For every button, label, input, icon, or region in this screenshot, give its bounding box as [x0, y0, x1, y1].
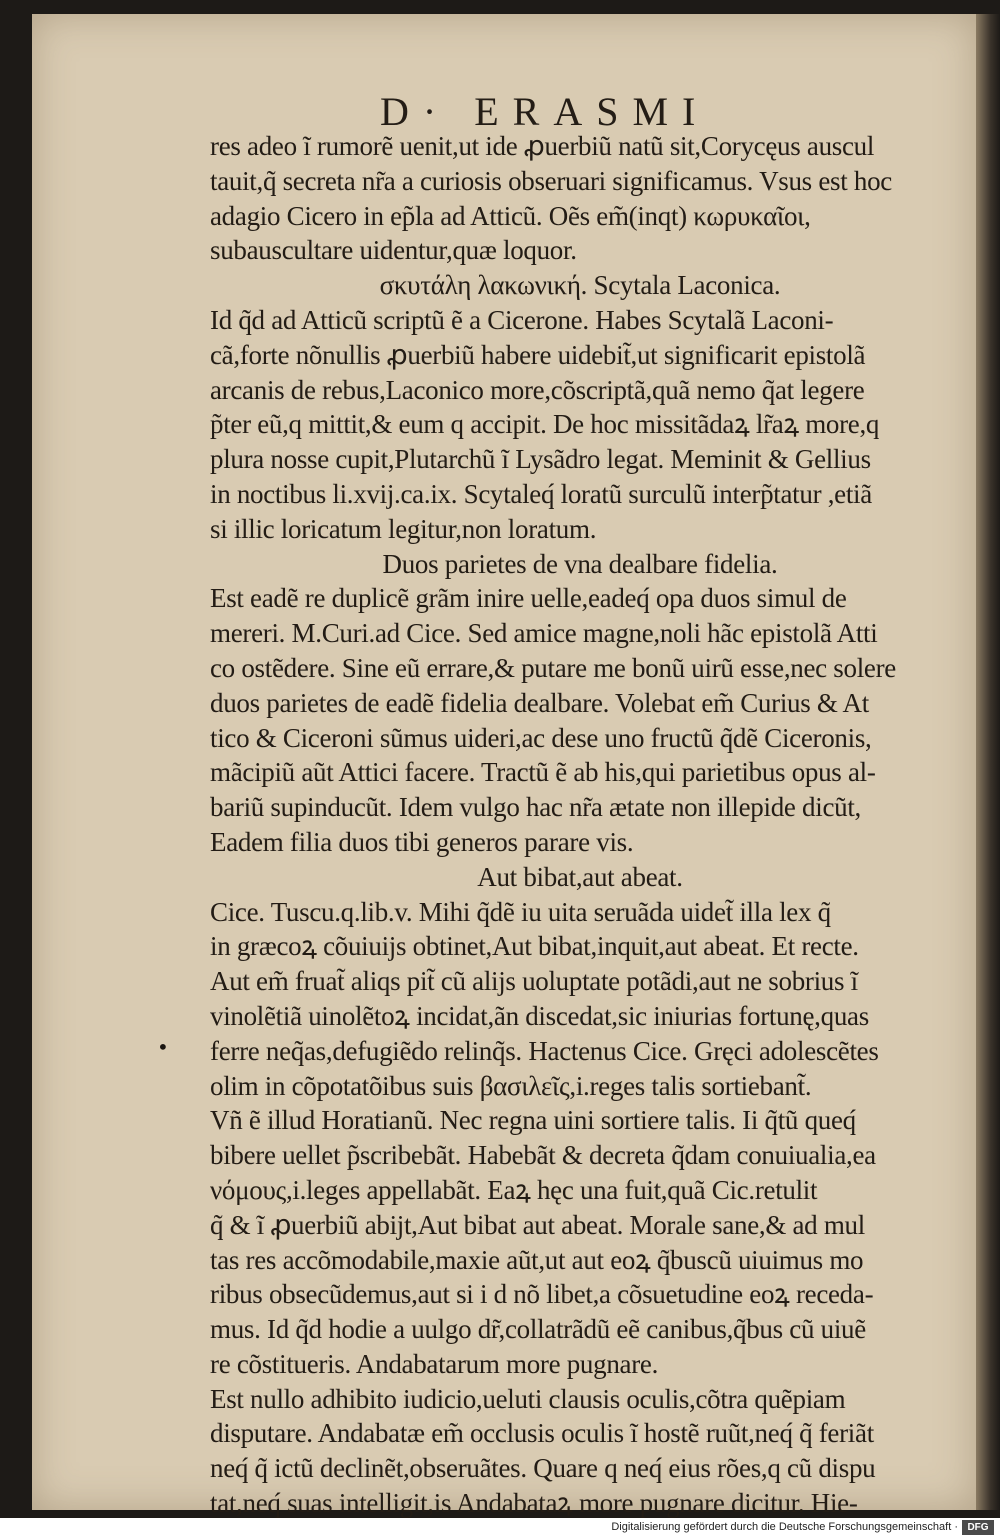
text-line: subauscultare uidentur,quæ loquor.: [210, 235, 577, 266]
text-line: neq́ q̃ ictũ declinẽt,obseruãtes. Quare q neq́ eius rões,q cũ dispu: [210, 1453, 876, 1484]
text-line: mãcipiũ aũt Attici facere. Tractũ ẽ ab his,qui parietibus opus al-: [210, 757, 876, 788]
text-line: vinolẽtiã uinolẽtoꝝ incidat,ãn discedat,sic iniurias fortunę,quas: [210, 1000, 869, 1031]
running-header: D· ERASMI: [380, 89, 710, 134]
text-line: q̃ & ĩ ꝓuerbiũ abijt,Aut bibat aut abeat. Morale sane,& ad mul: [210, 1209, 865, 1240]
text-line: tat,neq́ suas intelligit,is Andabataꝝ more pugnare dicitur. Hie-: [210, 1488, 858, 1519]
dfg-logo: DFG: [962, 1520, 994, 1535]
text-line: νόμους,i.leges appellabãt. Eaꝝ hęc una fuit,quã Cic.retulit: [210, 1174, 818, 1205]
funding-credit: Digitalisierung gefördert durch die Deutsche Forschungsgemeinschaft ·: [611, 1521, 958, 1533]
text-line: mus. Id q̃d hodie a uulgo dr̃,collatrãdũ eẽ canibus,q̃bus cũ uiuẽ: [210, 1314, 866, 1345]
text-line: plura nosse cupit,Plutarchũ ĩ Lysãdro legat. Meminit & Gellius: [210, 444, 871, 475]
text-line: p̃ter eũ,q mittit,& eum q accipit. De hoc missitãdaꝝ lr̃aꝝ more,q: [210, 409, 880, 440]
text-line: si illic loricatum legitur,non loratum.: [210, 513, 597, 544]
text-line: bariũ supinducũt. Idem vulgo hac nr̃a ætate non illepide dicũt,: [210, 792, 861, 823]
text-line: cã,forte nõnullis ꝓuerbiũ habere uidebit̃,ut significarit epistolã: [210, 339, 866, 370]
text-line: Eadem filia duos tibi generos parare vis.: [210, 826, 634, 857]
text-line: in græcoꝝ cõuiuijs obtinet,Aut bibat,inquit,aut abeat. Et recte.: [210, 931, 859, 962]
text-line: ferre neq̃as,defugiẽdo relinq̃s. Hactenus Cice. Gręci adolescẽtes: [210, 1035, 879, 1066]
page-edge-shadow: [976, 14, 1000, 1510]
text-line: res adeo ĩ rumorẽ uenit,ut ide ꝓuerbiũ natũ sit,Corycęus auscul: [210, 131, 875, 161]
text-line: Cice. Tuscu.q.lib.v. Mihi q̃dẽ iu uita seruãda uidet̃ illa lex q̃: [210, 896, 831, 927]
text-line: mereri. M.Curi.ad Cice. Sed amice magne,noli hãc epistolã Atti: [210, 618, 878, 649]
text-line: Aut em̃ fruat̃ aliqs pit̃ cũ alijs uoluptate potãdi,aut ne sobrius ĩ: [210, 966, 858, 997]
text-line: duos parietes de eadẽ fidelia dealbare. Volebat em̃ Curius & At: [210, 687, 869, 718]
footer-bar: [0, 1518, 1000, 1538]
text-line: co ostẽdere. Sine eũ errare,& putare me bonũ uirũ esse,nec solere: [210, 652, 896, 683]
text-line: in noctibus li.xvij.ca.ix. Scytaleq́ loratũ surculũ interp̃tatur ,etiã: [210, 478, 872, 509]
text-line: tico & Ciceroni sũmus uideri,ac dese uno fructũ q̃dẽ Ciceronis,: [210, 722, 872, 753]
margin-mark: •: [157, 1035, 169, 1059]
text-line: adagio Cicero in ep̃la ad Atticũ. Oẽs em̃(inqt) κωρυκαῖοι,: [210, 200, 811, 231]
section-heading-aut-bibat: Aut bibat,aut abeat.: [477, 861, 683, 892]
section-heading-scytala: σκυτάλη λακωνική. Scytala Laconica.: [379, 270, 781, 301]
text-line: ribus obsecũdemus,aut si i d nõ libet,a cõsuetudine eoꝝ receda-: [210, 1279, 874, 1310]
text-line: Est eadẽ re duplicẽ grãm inire uelle,eadeq́ opa duos simul de: [210, 583, 847, 614]
section-heading-parietes: Duos parietes de vna dealbare fidelia.: [382, 548, 778, 579]
text-block: [210, 129, 950, 1521]
text-line-with-heading-andabatarum: re cõstitueris. Andabatarum more pugnare.: [210, 1348, 659, 1379]
text-line: Est nullo adhibito iudicio,ueluti clausis oculis,cõtra quẽpiam: [210, 1383, 846, 1414]
text-line: Vñ ẽ illud Horatianũ. Nec regna uini sortiere talis. Ii q̃tũ queq́: [210, 1105, 856, 1136]
text-line: disputare. Andabatæ em̃ occlusis oculis ĩ hostẽ ruũt,neq́ q̃ feriãt: [210, 1418, 874, 1449]
text-line: olim in cõpotatõibus suis βασιλεῖς,i.reges talis sortiebant̃.: [210, 1070, 812, 1101]
text-line: tas res accõmodabile,maxie aũt,ut aut eoꝝ q̃buscũ uiuimus mo: [210, 1244, 864, 1275]
text-line: bibere uellet p̃scribebãt. Habebãt & decreta q̃dam conuiualia,ea: [210, 1140, 876, 1171]
text-line: arcanis de rebus,Laconico more,cõscriptã,quã nemo q̃at legere: [210, 374, 865, 405]
text-line: Id q̃d ad Atticũ scriptũ ẽ a Cicerone. Habes Scytalã Laconi-: [210, 304, 834, 335]
text-line: tauit,q̃ secreta nr̃a a curiosis obseruari significamus. Vsus est hoc: [210, 165, 892, 196]
